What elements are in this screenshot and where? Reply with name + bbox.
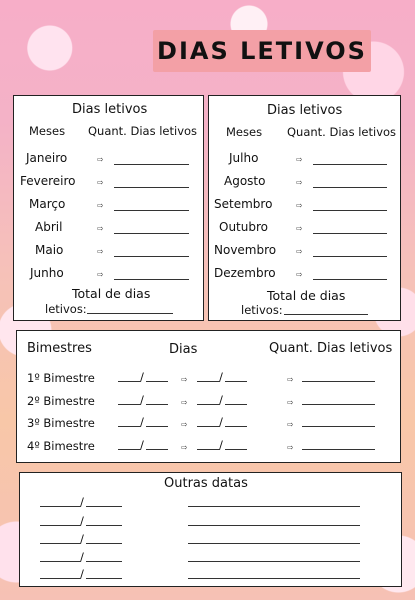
end-date-month-line[interactable] [225,381,247,382]
bimesters-col-dias: Dias [169,342,198,357]
fill-line[interactable] [313,187,387,188]
date-month-line[interactable] [86,506,122,507]
start-date-month-line[interactable] [146,449,168,450]
end-date-day-line[interactable] [197,449,219,450]
fill-line[interactable] [313,210,387,211]
date-month-line[interactable] [86,543,122,544]
right-arrow-icon: ⇨ [296,155,303,164]
bimester-label: 4º Bimestre [27,439,95,453]
end-date-month-line[interactable] [225,449,247,450]
semester2-col-qty: Quant. Dias letivos [287,125,397,139]
date-slash: / [80,532,84,546]
date-month-line[interactable] [86,561,122,562]
description-line[interactable] [188,525,360,526]
right-arrow-icon: ⇨ [287,398,294,407]
date-slash: / [80,567,84,581]
fill-line[interactable] [313,233,387,234]
date-slash: / [140,438,144,452]
date-slash: / [80,550,84,564]
start-date-day-line[interactable] [118,381,140,382]
total-fill-line[interactable] [284,314,368,315]
start-date-day-line[interactable] [118,449,140,450]
date-slash: / [219,438,223,452]
month-label: Janeiro [26,151,68,165]
right-arrow-icon: ⇨ [287,443,294,452]
date-day-line[interactable] [40,561,80,562]
month-label: Outubro [219,220,268,234]
qty-fill-line[interactable] [302,381,375,382]
fill-line[interactable] [114,256,189,257]
fill-line[interactable] [114,233,189,234]
semester1-total-label2: letivos: [45,302,87,316]
semester1-total-label: Total de dias [72,286,151,301]
right-arrow-icon: ⇨ [296,247,303,256]
fill-line[interactable] [114,210,189,211]
right-arrow-icon: ⇨ [181,398,188,407]
date-day-line[interactable] [40,506,80,507]
qty-fill-line[interactable] [302,426,375,427]
end-date-day-line[interactable] [197,404,219,405]
bimester-label: 2º Bimestre [27,394,95,408]
date-slash: / [219,393,223,407]
start-date-month-line[interactable] [146,426,168,427]
semester2-total-label: Total de dias [267,288,346,303]
total-fill-line[interactable] [87,313,173,314]
right-arrow-icon: ⇨ [296,178,303,187]
right-arrow-icon: ⇨ [287,420,294,429]
right-arrow-icon: ⇨ [97,247,104,256]
date-slash: / [219,415,223,429]
month-label: Junho [30,266,64,280]
date-slash: / [140,370,144,384]
end-date-month-line[interactable] [225,426,247,427]
fill-line[interactable] [313,164,387,165]
right-arrow-icon: ⇨ [97,224,104,233]
description-line[interactable] [188,543,360,544]
semester1-col-qty: Quant. Dias letivos [88,124,198,138]
right-arrow-icon: ⇨ [97,178,104,187]
month-label: Fevereiro [20,174,76,188]
semester1-col-months: Meses [29,124,66,138]
semester2-panel [208,95,401,321]
bimesters-col-qty: Quant. Dias letivos [269,341,393,356]
semester2-heading: Dias letivos [267,103,343,118]
description-line[interactable] [188,561,360,562]
fill-line[interactable] [313,256,387,257]
bimesters-panel [16,330,401,463]
bimester-label: 1º Bimestre [27,371,95,385]
date-day-line[interactable] [40,525,80,526]
month-label: Março [29,197,66,211]
right-arrow-icon: ⇨ [296,201,303,210]
right-arrow-icon: ⇨ [296,224,303,233]
date-slash: / [219,370,223,384]
date-day-line[interactable] [40,578,80,579]
start-date-month-line[interactable] [146,381,168,382]
right-arrow-icon: ⇨ [181,375,188,384]
description-line[interactable] [188,578,360,579]
right-arrow-icon: ⇨ [181,443,188,452]
start-date-day-line[interactable] [118,404,140,405]
right-arrow-icon: ⇨ [296,270,303,279]
month-label: Novembro [214,243,277,257]
end-date-day-line[interactable] [197,381,219,382]
title-banner [153,30,371,72]
date-month-line[interactable] [86,578,122,579]
month-label: Agosto [224,174,266,188]
other-dates-panel [19,472,402,587]
end-date-day-line[interactable] [197,426,219,427]
description-line[interactable] [188,506,360,507]
right-arrow-icon: ⇨ [97,155,104,164]
semester1-panel [13,95,204,321]
other-dates-heading: Outras datas [164,476,248,491]
right-arrow-icon: ⇨ [97,270,104,279]
semester2-col-months: Meses [226,125,263,139]
date-slash: / [80,514,84,528]
month-label: Abril [35,220,63,234]
qty-fill-line[interactable] [302,449,375,450]
page-title: DIAS LETIVOS [157,37,367,65]
fill-line[interactable] [313,279,387,280]
month-label: Julho [229,151,259,165]
start-date-month-line[interactable] [146,404,168,405]
date-slash: / [140,415,144,429]
bimester-label: 3º Bimestre [27,416,95,430]
end-date-month-line[interactable] [225,404,247,405]
date-day-line[interactable] [40,543,80,544]
date-slash: / [140,393,144,407]
month-label: Maio [35,243,64,257]
semester1-heading: Dias letivos [72,102,148,117]
right-arrow-icon: ⇨ [97,201,104,210]
start-date-day-line[interactable] [118,426,140,427]
month-label: Setembro [214,197,273,211]
qty-fill-line[interactable] [302,404,375,405]
fill-line[interactable] [114,164,189,165]
fill-line[interactable] [114,187,189,188]
fill-line[interactable] [114,279,189,280]
bimesters-col-bimestres: Bimestres [27,341,92,356]
semester2-total-label2: letivos: [241,303,283,317]
date-slash: / [80,495,84,509]
date-month-line[interactable] [86,525,122,526]
right-arrow-icon: ⇨ [181,420,188,429]
month-label: Dezembro [214,266,276,280]
right-arrow-icon: ⇨ [287,375,294,384]
